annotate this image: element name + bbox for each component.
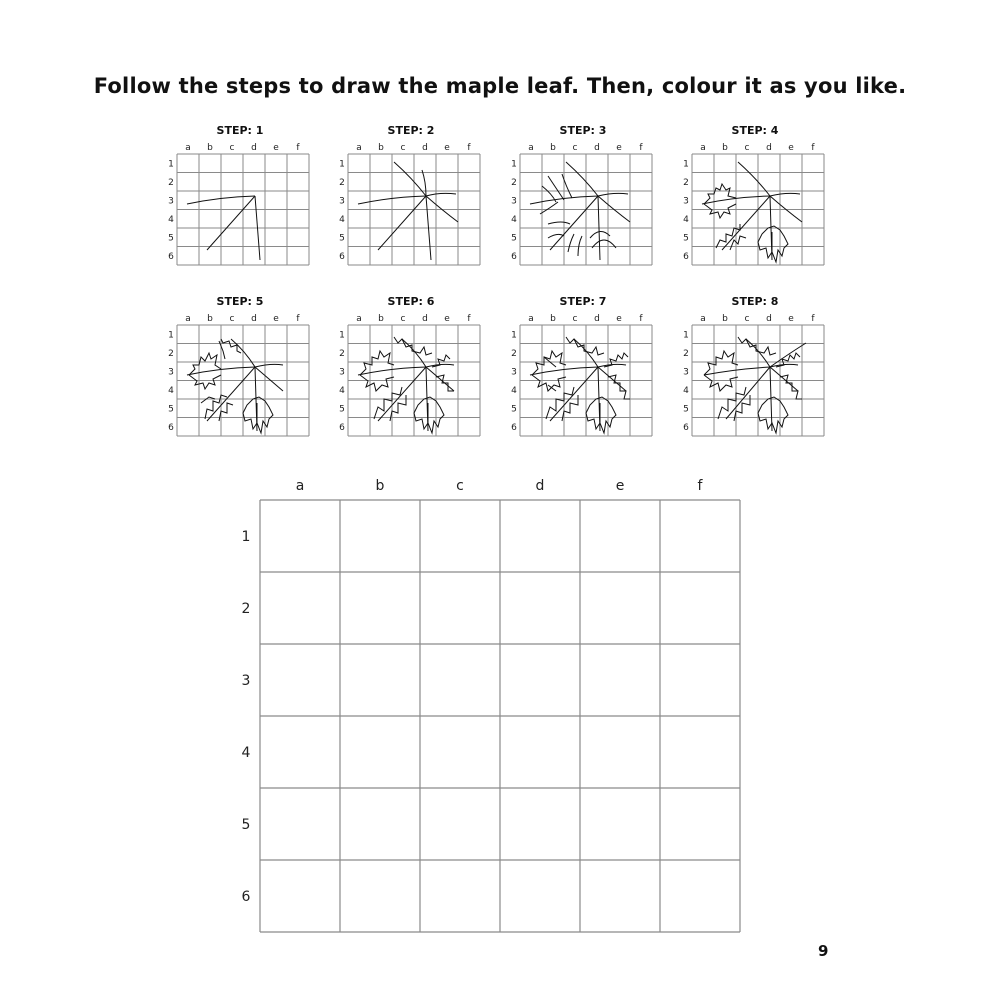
column-label: f: [697, 478, 703, 494]
step-label: STEP: 8: [731, 295, 779, 308]
step-label: STEP: 2: [387, 124, 435, 137]
column-label: f: [467, 314, 471, 324]
column-label: c: [744, 314, 750, 324]
step-panel-8: [680, 295, 830, 440]
row-label: 5: [511, 404, 517, 415]
column-label: a: [185, 143, 191, 153]
row-label: 6: [168, 251, 174, 262]
step-grid-4: [680, 124, 830, 269]
row-label: 6: [683, 422, 689, 433]
column-label: e: [444, 143, 450, 153]
step-panel-2: [336, 124, 486, 269]
row-label: 5: [511, 233, 517, 244]
column-label: b: [378, 314, 384, 324]
column-label: c: [572, 314, 578, 324]
row-label: 5: [168, 404, 174, 415]
column-label: e: [444, 314, 450, 324]
column-label: a: [528, 314, 534, 324]
column-label: f: [811, 314, 815, 324]
row-label: 1: [168, 330, 174, 341]
column-label: c: [744, 143, 750, 153]
row-label: 3: [339, 196, 345, 207]
step-panel-6: [336, 295, 486, 440]
row-label: 5: [241, 817, 251, 833]
column-label: f: [639, 143, 643, 153]
column-label: b: [207, 314, 213, 324]
row-label: 4: [511, 214, 517, 225]
row-label: 1: [241, 529, 251, 545]
row-label: 5: [683, 233, 689, 244]
row-label: 5: [339, 404, 345, 415]
step-panel-7: [508, 295, 658, 440]
leaf-sketch: [358, 337, 454, 433]
column-label: a: [295, 478, 305, 494]
column-label: b: [378, 143, 384, 153]
row-label: 4: [168, 385, 174, 396]
row-label: 1: [511, 159, 517, 170]
row-label: 6: [168, 422, 174, 433]
row-label: 1: [168, 159, 174, 170]
row-label: 3: [168, 367, 174, 378]
row-label: 2: [683, 177, 689, 188]
column-label: f: [639, 314, 643, 324]
row-label: 3: [339, 367, 345, 378]
column-label: d: [251, 143, 257, 153]
row-label: 2: [241, 601, 251, 617]
step-grid-2: [336, 124, 486, 269]
column-label: a: [356, 143, 362, 153]
column-label: b: [375, 478, 385, 494]
row-label: 1: [339, 330, 345, 341]
column-label: a: [528, 143, 534, 153]
column-label: b: [207, 143, 213, 153]
row-label: 6: [241, 889, 251, 905]
row-label: 4: [168, 214, 174, 225]
row-label: 4: [683, 214, 689, 225]
leaf-sketch: [530, 162, 630, 260]
row-label: 5: [339, 233, 345, 244]
row-label: 4: [511, 385, 517, 396]
step-grid-1: [165, 124, 315, 269]
row-label: 6: [683, 251, 689, 262]
row-label: 2: [511, 177, 517, 188]
column-label: d: [594, 143, 600, 153]
column-label: b: [550, 314, 556, 324]
column-label: f: [296, 314, 300, 324]
page-title: Follow the steps to draw the maple leaf. Then, colour it as you like.: [93, 74, 907, 98]
row-label: 5: [168, 233, 174, 244]
row-label: 2: [168, 348, 174, 359]
row-label: 4: [683, 385, 689, 396]
column-label: e: [615, 478, 625, 494]
column-label: d: [535, 478, 545, 494]
row-label: 1: [683, 159, 689, 170]
leaf-sketch: [704, 337, 806, 433]
step-panel-1: [165, 124, 315, 269]
step-label: STEP: 6: [387, 295, 435, 308]
column-label: d: [422, 143, 428, 153]
column-label: e: [788, 143, 794, 153]
column-label: e: [616, 314, 622, 324]
column-label: d: [251, 314, 257, 324]
row-label: 4: [339, 385, 345, 396]
leaf-sketch: [530, 337, 630, 433]
row-label: 4: [339, 214, 345, 225]
drawing-grid[interactable]: [220, 470, 760, 940]
column-label: e: [788, 314, 794, 324]
column-label: e: [616, 143, 622, 153]
column-label: e: [273, 143, 279, 153]
row-label: 3: [683, 367, 689, 378]
step-panel-4: [680, 124, 830, 269]
column-label: f: [467, 143, 471, 153]
page-number: 9: [818, 942, 829, 960]
step-label: STEP: 4: [731, 124, 779, 137]
row-label: 5: [683, 404, 689, 415]
column-label: e: [273, 314, 279, 324]
row-label: 2: [339, 348, 345, 359]
step-grid-3: [508, 124, 658, 269]
row-label: 3: [511, 367, 517, 378]
column-label: b: [550, 143, 556, 153]
row-label: 2: [511, 348, 517, 359]
column-label: a: [700, 143, 706, 153]
column-label: a: [700, 314, 706, 324]
column-label: c: [572, 143, 578, 153]
step-panel-5: [165, 295, 315, 440]
column-label: c: [229, 143, 235, 153]
row-label: 1: [511, 330, 517, 341]
step-label: STEP: 1: [216, 124, 264, 137]
row-label: 3: [511, 196, 517, 207]
row-label: 2: [168, 177, 174, 188]
row-label: 2: [683, 348, 689, 359]
column-label: b: [722, 143, 728, 153]
column-label: f: [296, 143, 300, 153]
row-label: 3: [241, 673, 251, 689]
leaf-sketch: [187, 339, 283, 433]
step-label: STEP: 5: [216, 295, 264, 308]
step-grid-7: [508, 295, 658, 440]
row-label: 6: [339, 251, 345, 262]
row-label: 4: [241, 745, 251, 761]
column-label: d: [422, 314, 428, 324]
step-panel-3: [508, 124, 658, 269]
step-label: STEP: 7: [559, 295, 607, 308]
step-grid-8: [680, 295, 830, 440]
column-label: c: [456, 478, 464, 494]
row-label: 6: [511, 251, 517, 262]
column-label: d: [766, 143, 772, 153]
leaf-sketch: [358, 162, 458, 260]
row-label: 2: [339, 177, 345, 188]
column-label: a: [185, 314, 191, 324]
row-label: 3: [683, 196, 689, 207]
row-label: 1: [339, 159, 345, 170]
row-label: 3: [168, 196, 174, 207]
row-label: 6: [511, 422, 517, 433]
step-grid-6: [336, 295, 486, 440]
column-label: b: [722, 314, 728, 324]
column-label: a: [356, 314, 362, 324]
step-grid-5: [165, 295, 315, 440]
column-label: c: [229, 314, 235, 324]
step-label: STEP: 3: [559, 124, 607, 137]
column-label: d: [594, 314, 600, 324]
column-label: f: [811, 143, 815, 153]
row-label: 6: [339, 422, 345, 433]
column-label: d: [766, 314, 772, 324]
row-label: 1: [683, 330, 689, 341]
column-label: c: [400, 314, 406, 324]
column-label: c: [400, 143, 406, 153]
